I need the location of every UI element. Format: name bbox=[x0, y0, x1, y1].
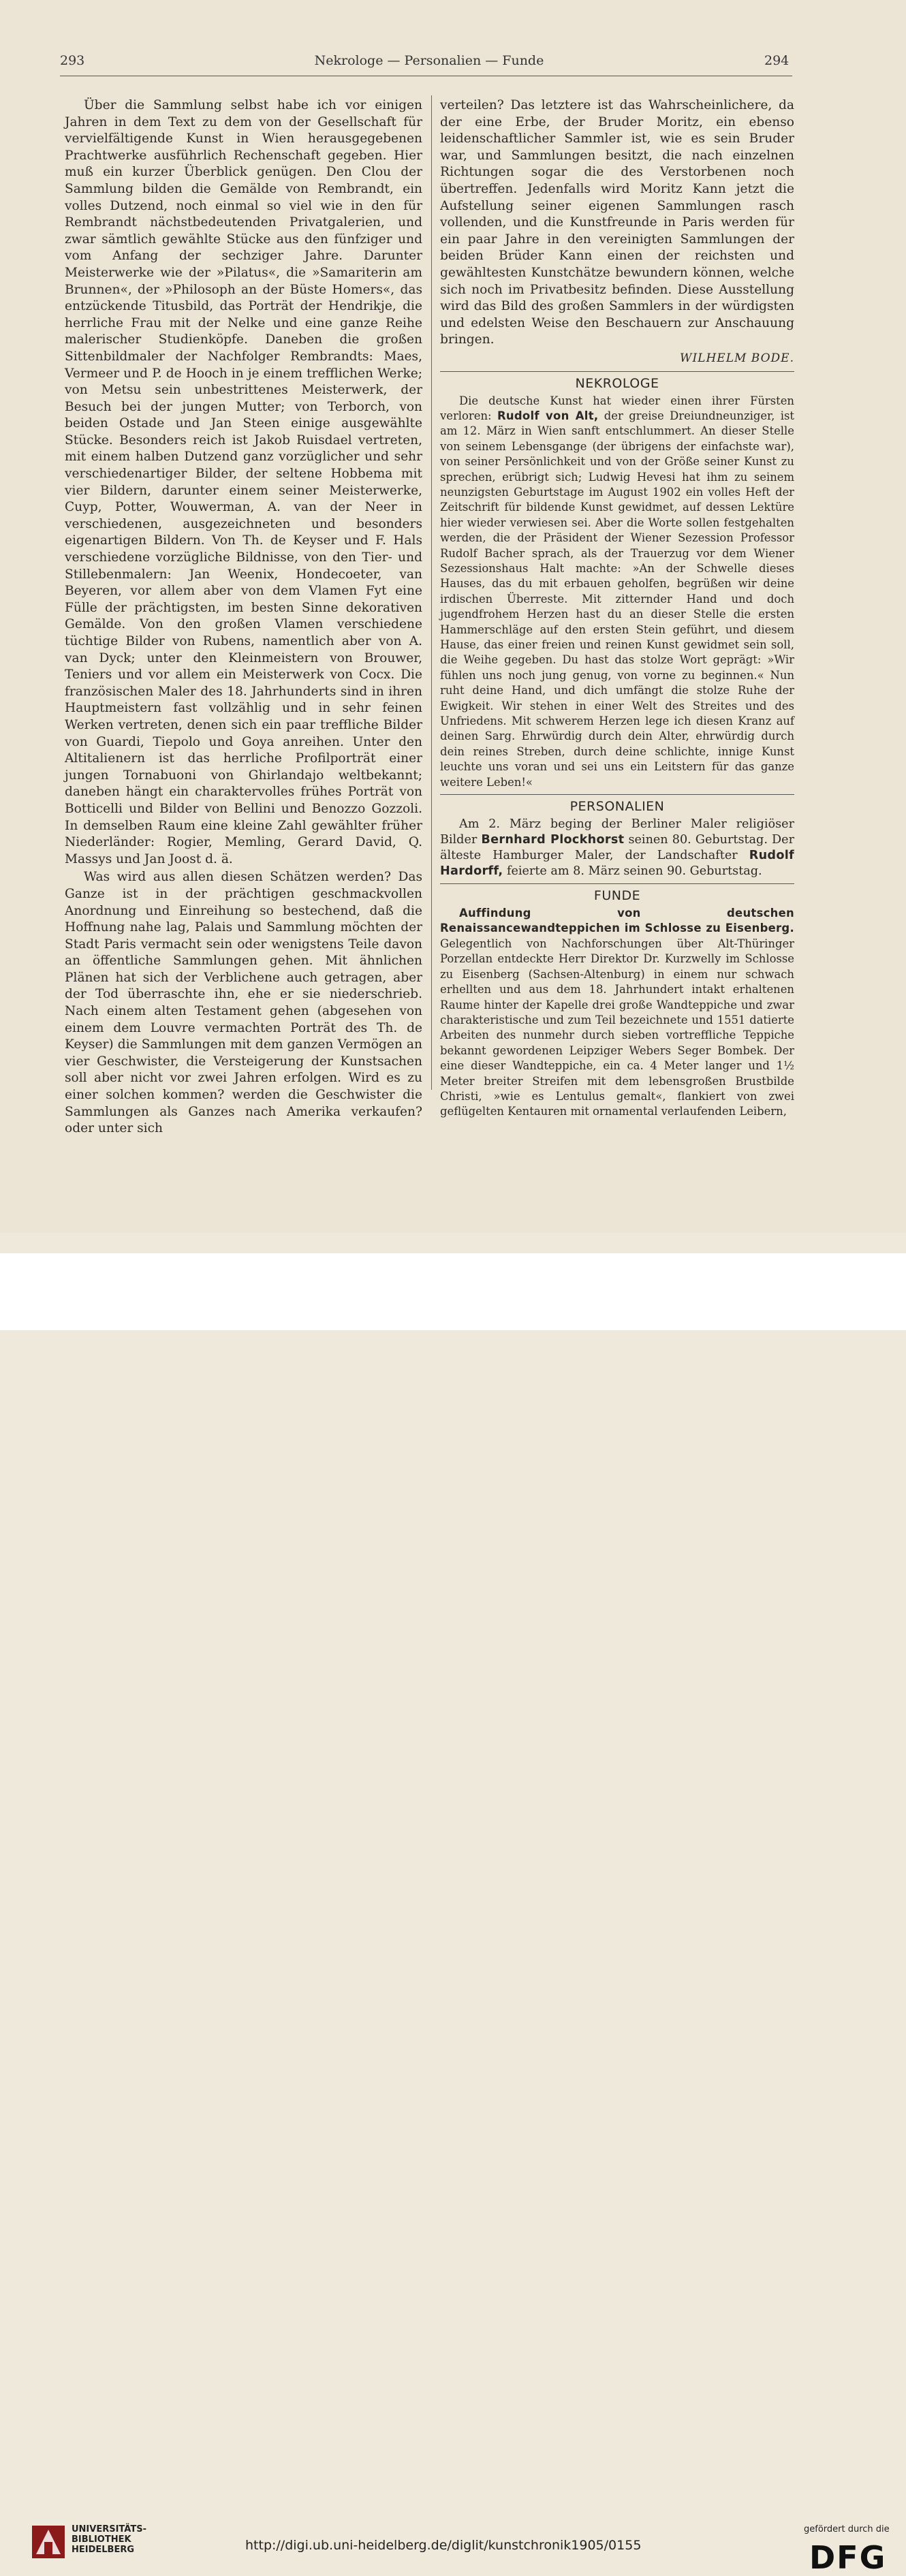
personalien-heading: PERSONALIEN bbox=[569, 799, 665, 815]
nekrologe-heading: NEKROLOGE bbox=[575, 375, 659, 391]
left-column bbox=[65, 97, 422, 1137]
left-paragraph-2: Was wird aus allen diesen Schätzen werden? Das Ganze ist in der prächtigen geschmackvollen Anordnung und Einreihung so bestechend, daß die Hoffnung nahe lag, Palais und Sammlung möchten der Stadt Paris vermacht sein oder wenigstens Teile davon an öffentliche Sammlungen gehen. Mit ähnlichen Plänen hat sich der Verblichene auch getragen, aber der Tod überraschte ihn, ehe er sie niederschrieb. Nach einem alten Testament gehen (abgesehen von einem dem Louvre vermachten Porträt des Th. de Keyser) die Sammlungen mit dem ganzen Vermögen an vier Geschwister, die Versteigerung der Kunstsachen soll aber nicht vor zwei Jahren erfolgen. Wird es zu einer solchen kommen? werden die Geschwister die Sammlungen als Ganzes nach Amerika verkaufen? oder unter sich bbox=[65, 870, 422, 1136]
page-number-right: 294 bbox=[764, 53, 790, 68]
university-seal-icon bbox=[31, 2524, 66, 2560]
article-continuation bbox=[440, 97, 794, 367]
running-header: Nekrologe — Personalien — Funde bbox=[314, 53, 544, 68]
funde-section bbox=[440, 906, 794, 1120]
university-name: UNIVERSITÄTS- BIBLIOTHEK HEIDELBERG bbox=[72, 2524, 146, 2555]
nekrologe-text: Die deutsche Kunst hat wieder einen ihrer Fürsten verloren: Rudolf von Alt, der greise Dreiundneunziger, ist am 12. März in Wien sanft entschlummert. An dieser Stelle von seinem Lebensgange (der übrigens der einfachste war), von seiner Persönlichkeit und von der Größe seiner Kunst zu sprechen, erübrigt sich; Ludwig Hevesi hat ihm zu seinem neunzigsten Geburtstage im August 1902 ein volles Heft der Zeitschrift für bildende Kunst gewidmet, auf dessen Lektüre hier wieder verwiesen sei. Aber die Worte sollen festgehalten werden, die der Präsident der Wiener Sezession Professor Rudolf Bacher sprach, als der Trauerzug vor dem Wiener Sezessionshaus Halt machte: »An der Schwelle dieses Hauses, das du mit erbauen geholfen, begrüßen wir deine irdischen Überreste. Mit zitternder Hand und doch jugendfrohem Herzen hast du an dieser Stelle die ersten Hammerschläge auf den ersten Stein geführt, und diesem Hause, das einer freien und reinen Kunst gewidmet sein soll, die Weihe gegeben. Du hast das stolze Wort geprägt: »Wir fühlen uns noch jung genug, von vorne zu beginnen.« Nun ruht deine Hand, und dich umfängt die stolze Ruhe der Ewigkeit. Wir stehen in einer Welt des Streites und des Unfriedens. Mit schwerem Herzen lege ich diesen Kranz auf deinen Sarg. Ehrwürdig durch dein Alter, ehrwürdig durch dein reines Streben, durch deine schlichte, innige Kunst leuchte uns voran und sei uns ein Leitstern für das ganze weitere Leben!« bbox=[440, 394, 794, 789]
name-plockhorst: Bernhard Plockhorst bbox=[481, 833, 625, 847]
personalien-section bbox=[440, 817, 794, 879]
funded-by-label: gefördert durch die bbox=[804, 2524, 890, 2534]
nekrologe-section bbox=[440, 394, 794, 791]
scanned-page bbox=[0, 0, 906, 1233]
section-rule bbox=[440, 794, 794, 795]
page-number-left: 293 bbox=[60, 53, 85, 68]
personalien-text: Am 2. März beging der Berliner Maler religiöser Bilder Bernhard Plockhorst seinen 80. Geburtstag. Der älteste Hamburger Maler, der Landschafter Rudolf Hardorff, feierte am 8. März seinen 90. Geburtstag. bbox=[440, 817, 794, 879]
funde-heading: FUNDE bbox=[593, 888, 641, 904]
name-rudolf-von-alt: Rudolf von Alt, bbox=[497, 409, 599, 422]
dfg-logo: DFG bbox=[809, 2539, 887, 2576]
source-url-link[interactable]: http://digi.ub.uni-heidelberg.de/diglit/kunstchronik1905/0155 bbox=[245, 2538, 642, 2553]
name-hardorff: Rudolf Hardorff, bbox=[440, 849, 794, 879]
section-rule bbox=[440, 371, 794, 372]
author-signature: WILHELM BODE. bbox=[679, 351, 794, 365]
right-column bbox=[440, 97, 794, 1120]
section-rule bbox=[440, 883, 794, 884]
column-divider bbox=[431, 95, 432, 1090]
funde-title: Auffindung von deutschen Renaissancewandteppichen im Schlosse zu Eisenberg. bbox=[440, 907, 794, 935]
continuation-text: verteilen? Das letztere ist das Wahrscheinlichere, da der eine Erbe, der Bruder Moritz, ein ebenso leidenschaftlicher Sammler ist, wie es sein Bruder war, und Sammlungen besitzt, die nach einzelnen Richtungen sogar die des Verstorbenen noch übertreffen. Jedenfalls wird Moritz Kann jetzt die Aufstellung seiner eigenen Sammlungen rasch vollenden, und die Kunstfreunde in Paris werden für ein paar Jahre in den vereinigten Sammlungen der beiden Brüder Kann einen der reichsten und gewähltesten Kunstchätze bewundern können, welche sich noch im Privatbesitz befinden. Diese Ausstellung wird das Bild des großen Sammlers in der würdigsten und edelsten Weise den Beschauern zur Anschauung bringen. bbox=[440, 98, 794, 347]
left-paragraph-1: Über die Sammlung selbst habe ich vor einigen Jahren in dem Text zu dem von der Gesellschaft für vervielfältigende Kunst in Wien herausgegebenen Prachtwerke ausführlich Rechenschaft gegeben. Hier muß ein kurzer Überblick genügen. Den Clou der Sammlung bilden die Gemälde von Rembrandt, ein volles Dutzend, noch einmal so viel wie in den für Rembrandt nächstbedeutenden Privatgalerien, und zwar sämtlich gewählte Stücke aus den fünfziger und vom Anfang der sechziger Jahre. Darunter Meisterwerke wie der »Pilatus«, die »Samariterin am Brunnen«, der »Philosoph an der Büste Homers«, das entzückende Titusbild, das Porträt der Hendrikje, die herrliche Frau mit der Nelke und eine ganze Reihe malerischer Studienköpfe. Daneben die großen Sittenbildmaler der Nachfolger Rembrandts: Maes, Vermeer und P. de Hooch in je einem trefflichen Werke; von Metsu sein unbestrittenes Meisterwerk, der Besuch bei der jungen Mutter; von Terborch, von beiden Ostade und Jan Steen einige ausgewählte Stücke. Besonders reich ist Jakob Ruisdael vertreten, mit einem halben Dutzend ganz vorzüglicher und sehr verschiedenartiger Bilder, der seltene Hobbema mit vier Bildern, darunter einem seiner Meisterwerke, Cuyp, Potter, Wouwerman, A. van der Neer in verschiedenen, ausgezeichneten und besonders eigenartigen Bildern. Von Th. de Keyser und F. Hals verschiedene vorzügliche Bildnisse, von den Tier- und Stillebenmalern: Jan Weenix, Hondecoeter, van Beyeren, vor allem aber von dem Vlamen Fyt eine Fülle der prächtigsten, im besten Sinne dekorativen Gemälde. Von den großen Vlamen verschiedene tüchtige Bilder von Rubens, namentlich aber von A. van Dyck; unter den Kleinmeistern von Brouwer, Teniers und vor allem ein Meisterwerk von Cocx. Die französischen Maler des 18. Jahrhunderts sind in ihren Hauptmeistern fast vollzählig und in sehr feinen Werken vertreten, denen sich ein paar treffliche Bilder von Guardi, Tiepolo und Goya anreihen. Unter den Altitalienern ist das herrliche Profilporträt einer jungen Tornabuoni von Ghirlandajo weltbekannt; daneben hängt ein charaktervolles frühes Porträt von Botticelli und Bilder von Bellini und Benozzo Gozzoli. In demselben Raum eine kleine Zahl gewählter früher Niederländer: Rogier, Memling, Gerard David, Q. Massys und Jan Joost d. ä. bbox=[65, 98, 422, 866]
funde-text: Auffindung von deutschen Renaissancewandteppichen im Schlosse zu Eisenberg. Gelegentlich von Nachforschungen über Alt-Thüringer Porzellan entdeckte Herr Direktor Dr. Kurzwelly im Schlosse zu Eisenberg (Sachsen-Altenburg) in einem nur schwach erhellten und aus dem 18. Jahrhundert intakt erhaltenen Raume hinter der Kapelle drei große Wandteppiche und zwar charakteristische und zum Teil bezeichnete und 1551 datierte Arbeiten des nunmehr durch sieben vortreffliche Teppiche bekannt gewordenen Leipziger Webers Seger Bombek. Der eine dieser Wandteppiche, ein ca. 4 Meter langer und 1½ Meter breiter Streifen mit dem lebensgroßen Brustbilde Christi, »wie es Lentulus gemalt«, flankiert von zwei geflügelten Kentauren mit ornamental verlaufenden Leibern, bbox=[440, 907, 794, 1118]
footer-bar bbox=[0, 1253, 906, 2576]
